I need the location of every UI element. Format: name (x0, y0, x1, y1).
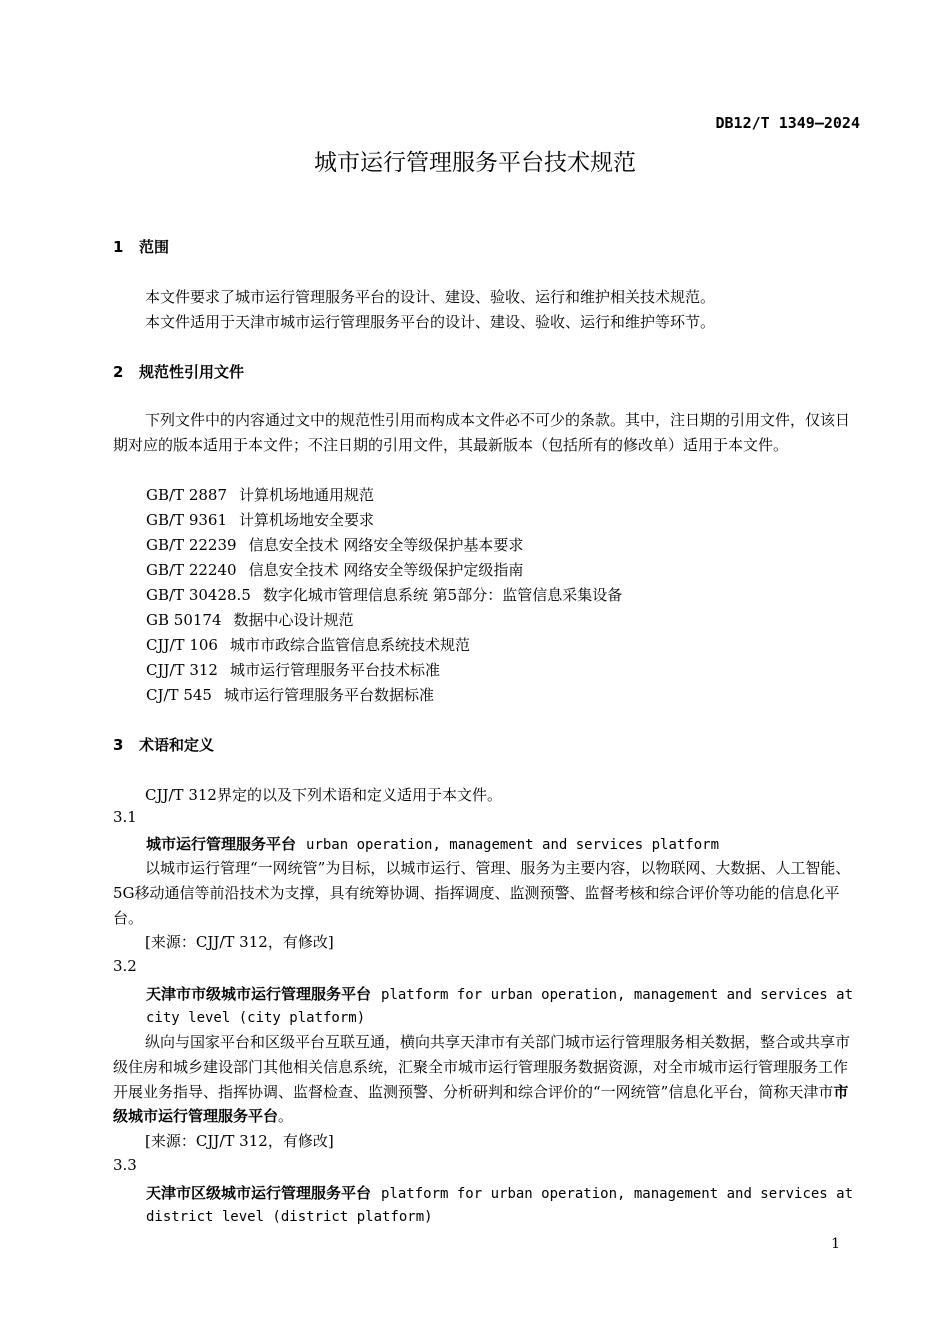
reference-item (146, 534, 523, 555)
section-3-heading (113, 734, 214, 755)
reference-code: GB/T 22239 (146, 536, 237, 554)
term-number: 3.2 (113, 957, 137, 975)
term-heading-continued (146, 1205, 861, 1230)
term-number: 3.3 (113, 1156, 137, 1174)
reference-title: 城市市政综合监管信息系统技术规范 (229, 636, 470, 654)
section-number: 2 (113, 363, 124, 381)
section-1-heading (113, 236, 169, 257)
reference-title: 计算机场地通用规范 (239, 486, 375, 504)
term-heading (146, 832, 861, 858)
reference-code: CJ/T 545 (146, 686, 212, 704)
term-definition: 以城市运行管理“一网统管”为目标，以城市运行、管理、服务为主要内容，以物联网、大数据、人工智能、5G移动通信等前沿技术为支撑，具有统筹协调、指挥调度、监测预警、监督考核和综合评价等功能的信息化平台。 (113, 859, 851, 927)
term-definition (113, 1030, 861, 1129)
reference-code: GB/T 9361 (146, 511, 228, 529)
reference-title: 数据中心设计规范 (233, 611, 354, 629)
reference-code: GB 50174 (146, 611, 222, 629)
reference-code: GB/T 22240 (146, 561, 237, 579)
term-definition-end: 。 (278, 1107, 294, 1126)
reference-item (146, 684, 434, 705)
reference-item (146, 659, 440, 680)
reference-item (146, 509, 374, 530)
term-heading (146, 1181, 861, 1207)
reference-code: GB/T 2887 (146, 486, 228, 504)
section-2-heading (113, 361, 244, 382)
section-number: 1 (113, 238, 124, 256)
reference-title: 信息安全技术 网络安全等级保护基本要求 (248, 536, 524, 554)
reference-title: 数字化城市管理信息系统 第5部分：监管信息采集设备 (262, 586, 623, 604)
reference-item (146, 484, 374, 505)
reference-item (146, 584, 622, 605)
reference-item (146, 634, 470, 655)
section-title: 范围 (139, 238, 170, 256)
reference-title: 计算机场地安全要求 (239, 511, 375, 529)
section-number: 3 (113, 736, 124, 754)
section-3-intro: CJJ/T 312界定的以及下列术语和定义适用于本文件。 (145, 786, 502, 804)
term-definition-text: 纵向与国家平台和区级平台互联互通，横向共享天津市有关部门城市运行管理服务相关数据，整合或共享市级住房和城乡建设部门其他相关信息系统，汇聚全市城市运行管理服务数据资源，对全市城市运行管理服务工作开展业务指导、指挥协调、监督检查、监测预警、分析研判和综合评价的“一网统管”信息化平台，简称天津市 (113, 1033, 851, 1101)
term-source: [来源：CJJ/T 312，有修改] (145, 1132, 334, 1150)
term-heading-continued (146, 1006, 861, 1031)
term-number: 3.1 (113, 808, 137, 826)
section-1-paragraph-2: 本文件适用于天津市城市运行管理服务平台的设计、建设、验收、运行和维护等环节。 (145, 313, 716, 331)
reference-title: 信息安全技术 网络安全等级保护定级指南 (248, 561, 524, 579)
document-number: DB12/T 1349—2024 (715, 114, 860, 132)
reference-title: 城市运行管理服务平台技术标准 (229, 661, 440, 679)
term-english: platform for urban operation, management and services at (381, 1186, 854, 1202)
term-heading (146, 982, 861, 1008)
reference-code: CJJ/T 312 (146, 661, 218, 679)
section-title: 术语和定义 (139, 736, 215, 754)
term-definition-bold: 市级城市运行管理服务平台 (113, 1082, 849, 1126)
section-title: 规范性引用文件 (139, 363, 245, 381)
reference-item (146, 609, 354, 630)
term-chinese: 天津市市级城市运行管理服务平台 (146, 985, 372, 1003)
page-number: 1 (831, 1236, 840, 1252)
section-1-paragraph-1: 本文件要求了城市运行管理服务平台的设计、建设、验收、运行和维护相关技术规范。 (145, 288, 716, 306)
term-english-continued: district level (district platform) (146, 1209, 433, 1225)
term-chinese: 天津市区级城市运行管理服务平台 (146, 1184, 372, 1202)
document-title: 城市运行管理服务平台技术规范 (314, 150, 636, 176)
term-english-continued: city level (city platform) (146, 1010, 366, 1026)
section-2-intro: 下列文件中的内容通过文中的规范性引用而构成本文件必不可少的条款。其中，注日期的引用文件，仅该日期对应的版本适用于本文件；不注日期的引用文件，其最新版本（包括所有的修改单）适用于本文件。 (113, 411, 851, 454)
term-chinese: 城市运行管理服务平台 (146, 835, 297, 853)
term-english: platform for urban operation, management and services at (381, 987, 854, 1003)
reference-code: GB/T 30428.5 (146, 586, 251, 604)
term-source: [来源：CJJ/T 312，有修改] (145, 933, 334, 951)
reference-title: 城市运行管理服务平台数据标准 (223, 686, 434, 704)
reference-item (146, 559, 523, 580)
term-english: urban operation, management and services platform (306, 837, 720, 853)
reference-code: CJJ/T 106 (146, 636, 218, 654)
